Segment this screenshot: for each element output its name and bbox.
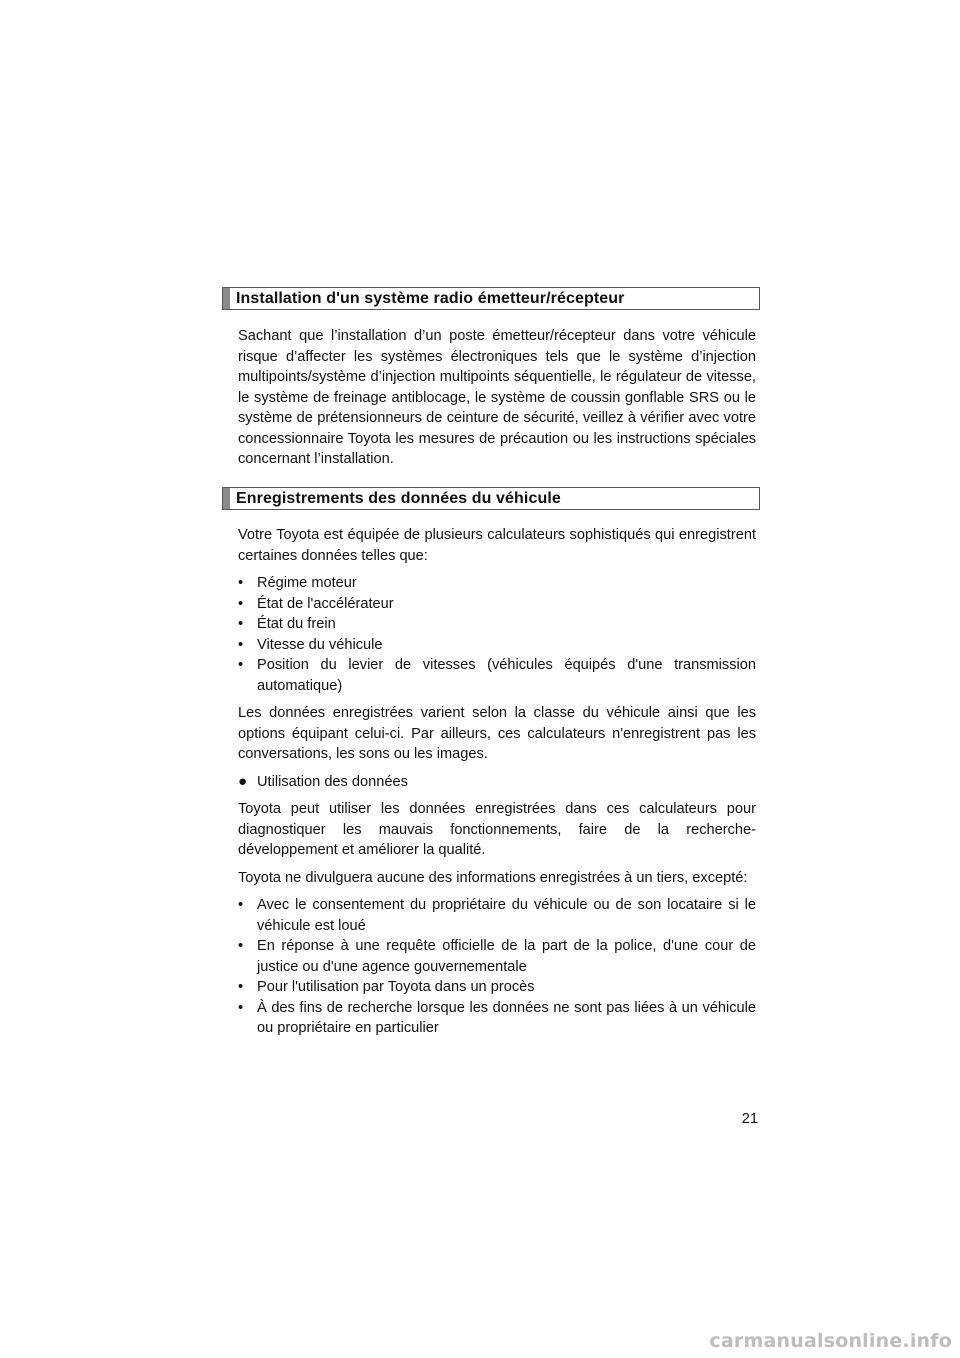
paragraph-disclosure: Toyota ne divulguera aucune des informations enregistrées à un tiers, excepté: <box>238 869 748 886</box>
subheading-usage: ● Utilisation des données <box>238 772 756 793</box>
list-item: • Position du levier de vitesses (véhicules équipés d'une transmission automatique) <box>238 657 756 694</box>
page-number: 21 <box>741 1111 758 1127</box>
bullet-icon: • <box>238 575 244 591</box>
section-header-data <box>222 487 760 510</box>
list-item: • État du frein <box>238 614 756 635</box>
list-item: • En réponse à une requête officielle de la part de la police, d'une cour de justice ou d'une agence gouvernementale <box>238 938 756 975</box>
watermark-logo: carmanualsonline.info <box>709 1330 952 1352</box>
disclosure-exceptions-list <box>238 895 756 1039</box>
section-header-radio <box>222 287 760 310</box>
bullet-icon: • <box>238 938 244 954</box>
paragraph-radio: Sachant que l’installation d’un poste émetteur/récepteur dans votre véhicule risque d’affecter les systèmes électroniques tels que le système d’injection multipoints/système d’injection multipoints séquentielle, le régulateur de vitesse, le système de freinage antiblocage, le système de coussin gonflable SRS ou le système de prétensionneurs de ceinture de sécurité, veillez à vérifier avec votre concessionnaire Toyota les mesures de précaution ou les instructions spéciales concernant l’installation. <box>238 328 756 467</box>
section-title-data: Enregistrements des données du véhicule <box>236 489 561 507</box>
bullet-icon: • <box>238 897 244 913</box>
bullet-icon: • <box>238 636 244 653</box>
list-item: • À des fins de recherche lorsque les données ne sont pas liées à un véhicule ou propriétaire en particulier <box>238 999 756 1036</box>
list-item: • Régime moteur <box>238 573 756 594</box>
section-body-data <box>238 525 756 1046</box>
list-item: • Vitesse du véhicule <box>238 635 756 656</box>
list-item: • État de l'accélérateur <box>238 594 756 615</box>
bullet-icon: • <box>238 616 244 632</box>
bullet-icon: • <box>238 595 244 612</box>
filled-circle-icon: ● <box>238 772 248 790</box>
header-accent-bar <box>223 288 230 309</box>
bullet-icon: • <box>238 657 244 673</box>
bullet-icon: • <box>238 999 244 1016</box>
list-item: • Pour l'utilisation par Toyota dans un procès <box>238 977 756 998</box>
bullet-icon: • <box>238 979 244 995</box>
paragraph-variation: Les données enregistrées varient selon la classe du véhicule ainsi que les options équipant celui-ci. Par ailleurs, ces calculateurs n'enregistrent pas les conversations, les sons ou les images. <box>238 705 756 762</box>
list-item: • Avec le consentement du propriétaire du véhicule ou de son locataire si le véhicule est loué <box>238 897 756 934</box>
paragraph-usage: Toyota peut utiliser les données enregistrées dans ces calculateurs pour diagnostiquer les mauvais fonctionnements, faire de la recherche-développement et améliorer la qualité. <box>238 801 756 858</box>
section-title-radio: Installation d'un système radio émetteur/récepteur <box>236 289 625 307</box>
recorded-data-list <box>238 573 756 696</box>
header-accent-bar <box>223 488 230 509</box>
section-body-radio <box>238 326 756 477</box>
paragraph-intro: Votre Toyota est équipée de plusieurs calculateurs sophistiqués qui enregistrent certaines données telles que: <box>238 527 756 564</box>
